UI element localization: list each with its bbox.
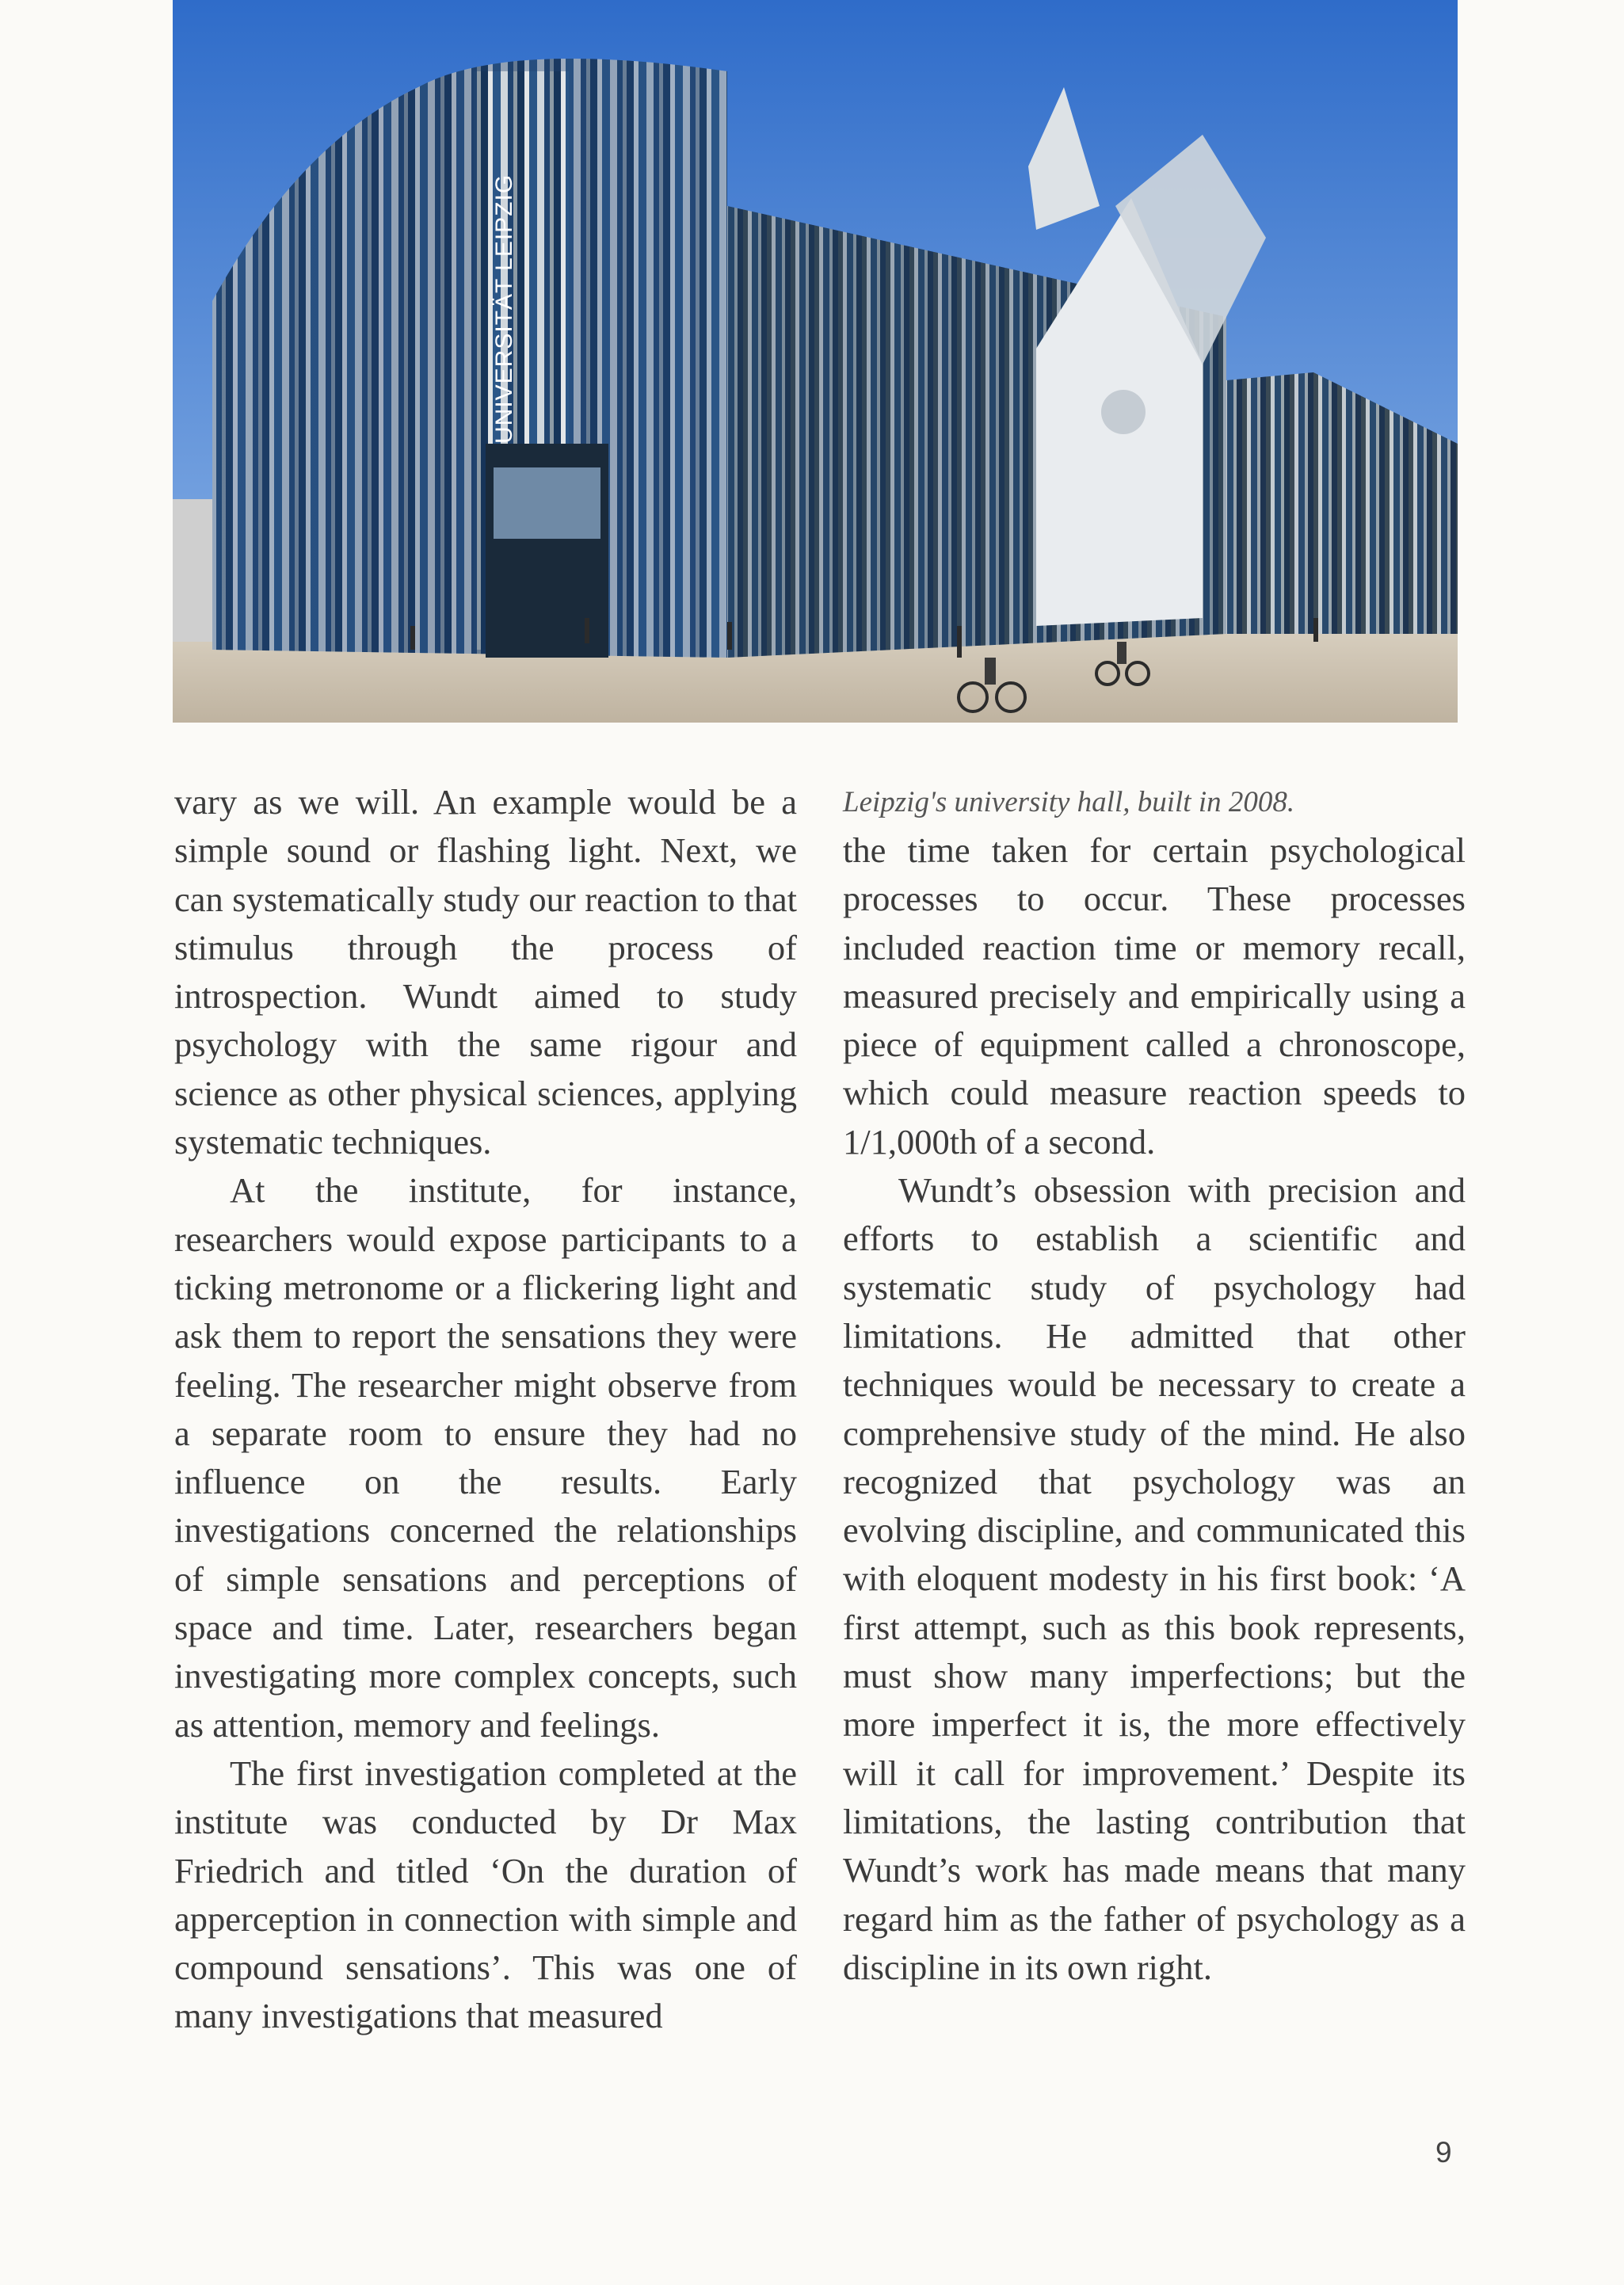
paragraph: vary as we will. An example would be a simple sound or flashing light. Next, we can systematically study our reaction to that stimulus through the process of introspection. Wundt aimed to study psychology with the same rigour and science as other physical sciences, applying systematic techniques. (174, 782, 797, 1162)
left-column (174, 778, 797, 2041)
paragraph: the time taken for certain psychological processes to occur. These processes included reaction time or memory recall, measured precisely and empirically using a piece of equipment called a chronoscope, which could measure reaction speeds to 1/1,000th of a second. (843, 830, 1466, 1162)
paragraph: Wundt’s obsession with precision and efforts to establish a scientific and systematic study of psychology had limitations. He admitted that other techniques would be necessary to create a comprehensive study of the mind. He also recognized that psychology was an evolving discipline, and communicated this with eloquent modesty in his first book: ‘A first attempt, such as this book represents, must show many imperfections; but the more imperfect it is, the more effectively will it call for improvement.’ Despite its limitations, the lasting contribution that Wundt’s work has made means that many regard him as the father of psychology as a discipline in its own right. (843, 1170, 1466, 1987)
paragraph: At the institute, for instance, researchers would expose participants to a ticking metronome or a flickering light and ask them to report the sensations they were feeling. The researcher might observe from a separate room to ensure they had no influence on the results. Early investigations concerned the relationships of simple sensations and perceptions of space and time. Later, researchers began investigating more complex concepts, such as attention, memory and feelings. (174, 1170, 797, 1745)
university-hall-photo (173, 0, 1458, 723)
photo-illustration (173, 0, 1458, 723)
right-column (843, 778, 1466, 1992)
facade-sign: UNIVERSITÄT LEIPZIG (491, 174, 517, 444)
paragraph: The first investigation completed at the institute was conducted by Dr Max Friedrich and titled ‘On the duration of apperception in connection with simple and compound sensations’. This was one of many investigations that measured (174, 1753, 797, 2036)
page-number: 9 (1435, 2136, 1452, 2169)
photo-caption: Leipzig's university hall, built in 2008. (843, 786, 1295, 818)
